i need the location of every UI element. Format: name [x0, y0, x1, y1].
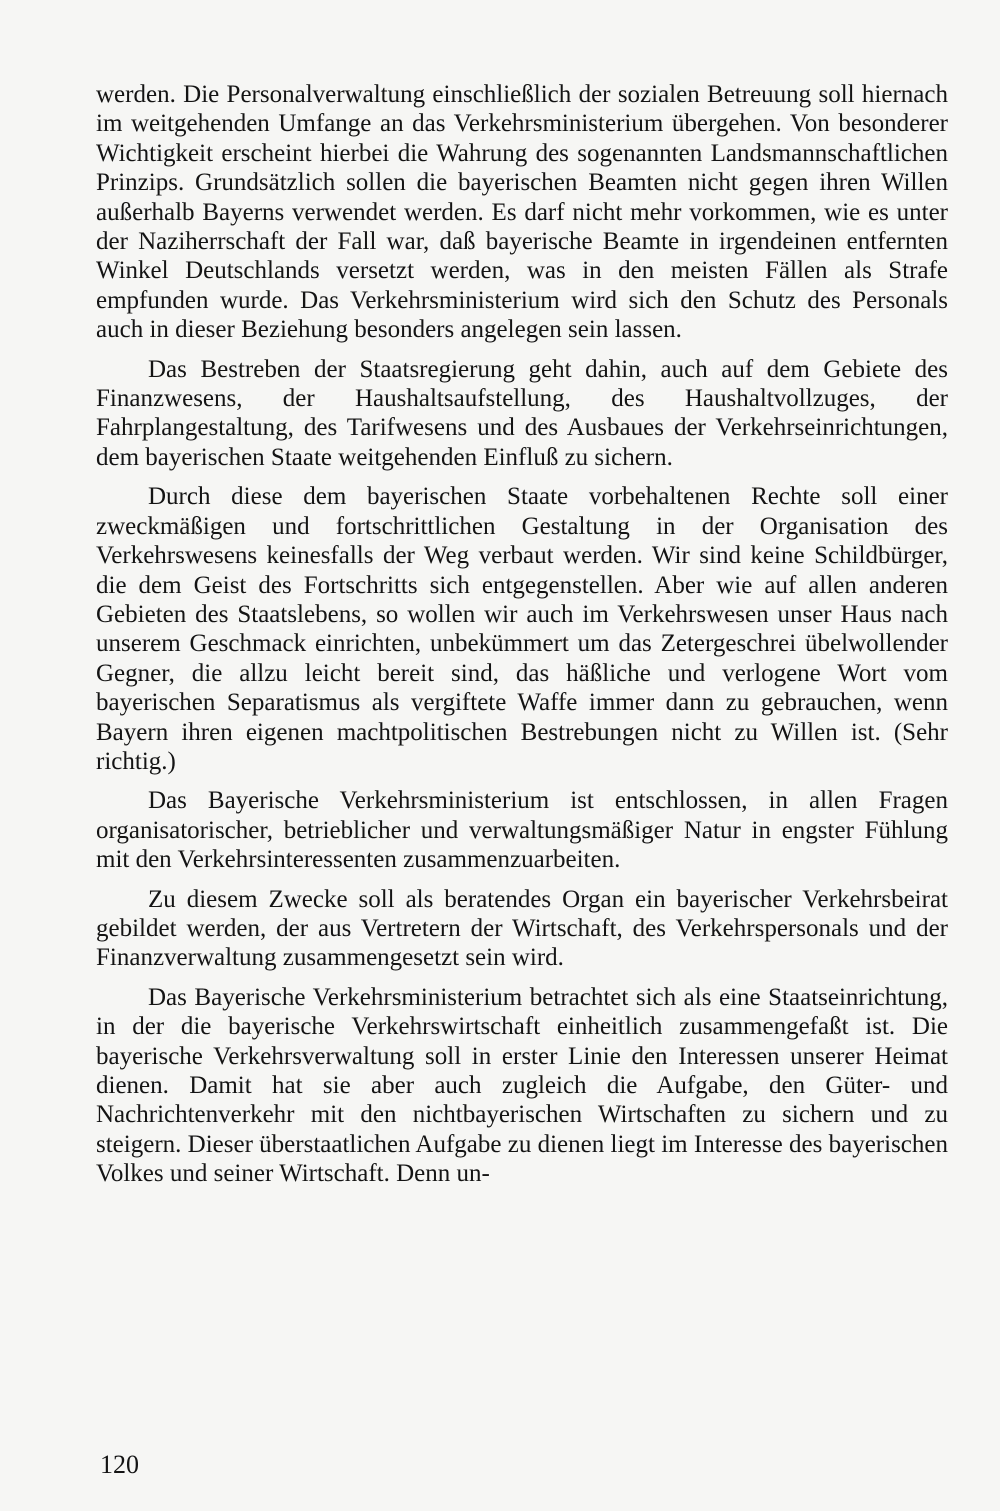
paragraph-4: Das Bayerische Verkehrsministerium ist entschlossen, in allen Fragen organisatorischer, betrieblicher und verwaltungsmäßiger Natur in engster Fühlung mit den Verkehrsinteressenten zusammenzuarbeiten. [96, 787, 948, 874]
paragraph-2: Das Bestreben der Staatsregierung geht dahin, auch auf dem Gebiete des Finanzwesens, der Haushaltsaufstellung, des Haushaltvollzuges, der Fahrplangestaltung, des Tarifwesens und des Ausbaues der Verkehrseinrichtungen, dem bayerischen Staate weitgehenden Einfluß zu sichern. [96, 355, 948, 471]
paragraph-6: Das Bayerische Verkehrsministerium betrachtet sich als eine Staatseinrichtung, in der die bayerische Verkehrswirtschaft einheitlich zusammengefaßt ist. Die bayerische Verkehrsverwaltung soll in erster Linie den Interessen unserer Heimat dienen. Damit hat sie aber auch zugleich die Aufgabe, den Güter- und Nachrichtenverkehr mit den nichtbayerischen Wirtschaften zu sichern und zu steigern. Dieser überstaatlichen Aufgabe zu dienen liegt im Interesse des bayerischen Volkes und seiner Wirtschaft. Denn un- [96, 983, 948, 1188]
page-number: 120 [100, 1450, 139, 1479]
body-text [96, 80, 948, 1199]
paragraph-5: Zu diesem Zwecke soll als beratendes Organ ein bayerischer Verkehrsbeirat gebildet werden, der aus Vertretern der Wirtschaft, des Verkehrspersonals und der Finanzverwaltung zusammengesetzt sein wird. [96, 885, 948, 972]
paragraph-1: werden. Die Personalverwaltung einschließlich der sozialen Betreuung soll hiernach im weitgehenden Umfange an das Verkehrsministerium übergehen. Von besonderer Wichtigkeit erscheint hierbei die Wahrung des sogenannten Landsmannschaftlichen Prinzips. Grundsätzlich sollen die bayerischen Beamten nicht gegen ihren Willen außerhalb Bayerns verwendet werden. Es darf nicht mehr vorkommen, wie es unter der Naziherrschaft der Fall war, daß bayerische Beamte in irgendeinen entfernten Winkel Deutschlands versetzt werden, was in den meisten Fällen als Strafe empfunden wurde. Das Verkehrsministerium wird sich den Schutz des Personals auch in dieser Beziehung besonders angelegen sein lassen. [96, 81, 948, 344]
paragraph-3: Durch diese dem bayerischen Staate vorbehaltenen Rechte soll einer zweckmäßigen und fortschrittlichen Gestaltung in der Organisation des Verkehrswesens keinesfalls der Weg verbaut werden. Wir sind keine Schildbürger, die dem Geist des Fortschritts sich entgegenstellen. Aber wie auf allen anderen Gebieten des Staatslebens, so wollen wir auch im Verkehrswesen unser Haus nach unserem Geschmack einrichten, unbekümmert um das Zetergeschrei übelwollender Gegner, die allzu leicht bereit sind, das häßliche und verlogene Wort vom bayerischen Separatismus als vergiftete Waffe immer dann zu gebrauchen, wenn Bayern ihren eigenen machtpolitischen Bestrebungen nicht zu Willen ist. (Sehr richtig.) [96, 483, 948, 775]
